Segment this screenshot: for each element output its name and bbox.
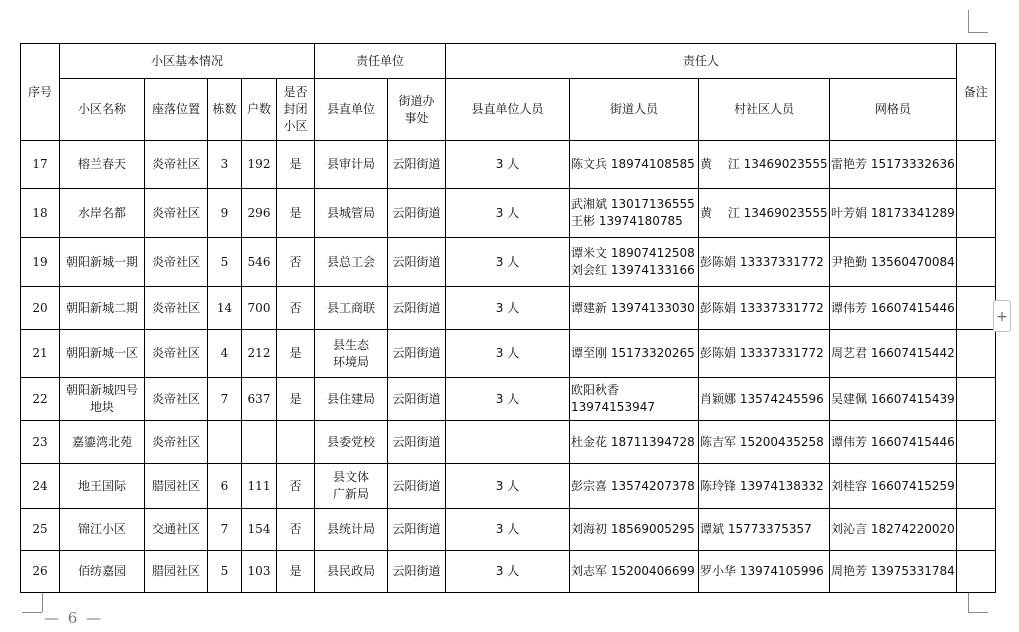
header-county-unit: 县直单位 [315,79,388,141]
cell-closed: 是 [277,141,315,189]
cell-county-unit [315,421,388,464]
cell-remark [956,464,995,509]
cell-location: 炎帝社区 [145,287,208,330]
cell-buildings: 9 [208,189,242,238]
cell-households: 154 [242,509,277,551]
cell-remark [956,330,995,378]
cell-households: 296 [242,189,277,238]
cell-community-name-line: 榕兰春天 [77,157,126,171]
cell-closed: 否 [277,509,315,551]
header-closed [277,79,315,141]
cell-street-staff-line: 刘会红 13974133166 [571,263,695,277]
cell-street-office: 云阳街道 [388,551,446,593]
table-row [21,238,996,287]
cell-county-unit [315,464,388,509]
cell-grid-staff: 尹艳勤 13560470084 [830,238,957,287]
cell-community-staff: 黄 江 13469023555 [699,141,830,189]
cell-buildings: 3 [208,141,242,189]
cell-county-unit-line: 环境局 [332,354,369,369]
cell-community-name [60,509,145,551]
cell-street-office: 云阳街道 [388,141,446,189]
header-row-columns [21,79,996,141]
cell-seq: 23 [21,421,60,464]
cell-grid-staff: 叶芳娟 18173341289 [830,189,957,238]
cell-households [242,421,277,464]
cell-street-staff-line: 武湘斌 13017136555 [571,197,695,211]
cell-community-name [60,378,145,421]
table-row [21,551,996,593]
cell-buildings: 4 [208,330,242,378]
cell-grid-staff: 刘桂容 16607415259 [830,464,957,509]
table-row [21,141,996,189]
crop-mark [22,612,42,613]
cell-street-staff [570,464,699,509]
cell-remark [956,141,995,189]
cell-street-office: 云阳街道 [388,238,446,287]
header-seq: 序号 [21,44,60,141]
cell-county-unit-line: 县住建局 [326,391,375,406]
cell-community-name [60,238,145,287]
header-name: 小区名称 [60,79,145,141]
table-row [21,330,996,378]
cell-location: 炎帝社区 [145,421,208,464]
cell-closed: 否 [277,464,315,509]
cell-remark [956,189,995,238]
cell-households: 700 [242,287,277,330]
add-column-button[interactable]: + [993,300,1011,332]
header-basic-info: 小区基本情况 [60,44,315,79]
header-closed-line: 是否 [283,85,308,99]
cell-street-staff [570,551,699,593]
cell-grid-staff: 周艺君 16607415442 [830,330,957,378]
cell-county-unit-line: 县民政局 [326,564,375,578]
cell-county-staff [446,421,570,464]
cell-street-staff [570,238,699,287]
header-street-office-line: 事处 [404,110,429,125]
header-closed-line: 封闭 [283,102,308,116]
cell-street-office: 云阳街道 [388,464,446,509]
cell-seq: 21 [21,330,60,378]
cell-grid-staff: 谭伟芳 16607415446 [830,421,957,464]
table-row [21,421,996,464]
cell-seq: 19 [21,238,60,287]
table-row [21,287,996,330]
cell-community-name-line: 嘉鎏湾北苑 [71,434,132,449]
cell-community-name-line: 地块 [89,400,114,414]
cell-county-unit [315,287,388,330]
cell-street-staff-line: 刘志军 15200406699 [571,564,695,578]
cell-street-office: 云阳街道 [388,421,446,464]
crop-mark [968,32,988,33]
cell-county-unit-line: 广新局 [332,487,369,501]
cell-county-unit-line: 县审计局 [326,157,375,171]
cell-community-name-line: 朝阳新城一区 [65,346,138,360]
cell-households: 637 [242,378,277,421]
cell-seq: 18 [21,189,60,238]
cell-location: 炎帝社区 [145,141,208,189]
cell-community-staff: 肖颖娜 13574245596 [699,378,830,421]
cell-closed: 否 [277,238,315,287]
cell-community-staff: 罗小华 13974105996 [699,551,830,593]
table-row [21,189,996,238]
cell-street-staff-line: 彭宗喜 13574207378 [571,478,695,493]
table-row [21,509,996,551]
cell-county-staff: 3 人 [446,464,570,509]
cell-remark [956,421,995,464]
cell-street-office: 云阳街道 [388,378,446,421]
cell-street-office: 云阳街道 [388,287,446,330]
cell-street-staff [570,141,699,189]
header-street-staff: 街道人员 [570,79,699,141]
cell-grid-staff: 吴建佩 16607415439 [830,378,957,421]
cell-county-unit-line: 县统计局 [326,522,375,536]
cell-remark [956,509,995,551]
cell-location: 炎帝社区 [145,238,208,287]
cell-location: 腊园社区 [145,551,208,593]
header-grid-staff: 网格员 [830,79,957,141]
cell-street-office: 云阳街道 [388,509,446,551]
cell-community-name-line: 朝阳新城一期 [65,254,138,269]
cell-street-staff [570,330,699,378]
crop-mark [42,592,43,612]
cell-county-unit [315,189,388,238]
cell-buildings: 5 [208,238,242,287]
cell-county-unit [315,141,388,189]
cell-county-unit [315,238,388,287]
cell-community-name-line: 朝阳新城四号 [65,383,138,397]
cell-county-staff: 3 人 [446,509,570,551]
cell-county-staff: 3 人 [446,287,570,330]
header-responsible-unit: 责任单位 [315,44,446,79]
cell-street-staff-line: 谭建新 13974133030 [571,300,695,315]
cell-buildings: 14 [208,287,242,330]
cell-grid-staff: 谭伟芳 16607415446 [830,287,957,330]
cell-street-staff-line: 谭至刚 15173320265 [571,346,695,360]
cell-seq: 17 [21,141,60,189]
cell-community-staff: 陈玲锋 13974138332 [699,464,830,509]
cell-location: 腊园社区 [145,464,208,509]
header-remark: 备注 [956,44,995,141]
cell-county-unit-line: 县文体 [332,470,369,484]
cell-community-name [60,464,145,509]
cell-community-name [60,551,145,593]
cell-street-staff [570,287,699,330]
cell-county-staff: 3 人 [446,189,570,238]
cell-households: 192 [242,141,277,189]
cell-grid-staff: 雷艳芳 15173332636 [830,141,957,189]
cell-street-staff-line: 王彬 13974180785 [571,214,683,228]
cell-remark [956,238,995,287]
cell-county-staff: 3 人 [446,330,570,378]
cell-community-name-line: 佰纺嘉园 [77,564,126,578]
cell-county-unit-line: 县工商联 [326,300,375,315]
cell-community-staff: 黄 江 13469023555 [699,189,830,238]
cell-seq: 22 [21,378,60,421]
cell-street-staff-line: 13974153947 [571,400,655,414]
cell-street-staff-line: 欧阳秋香 [571,383,620,397]
cell-closed: 是 [277,378,315,421]
cell-street-staff [570,189,699,238]
cell-households: 212 [242,330,277,378]
cell-closed [277,421,315,464]
header-location: 座落位置 [145,79,208,141]
cell-seq: 25 [21,509,60,551]
cell-community-name [60,141,145,189]
header-street-office [388,79,446,141]
cell-location: 交通社区 [145,509,208,551]
cell-community-staff: 彭陈娟 13337331772 [699,238,830,287]
cell-community-staff: 谭斌 15773375357 [699,509,830,551]
crop-mark [968,592,969,612]
cell-households: 103 [242,551,277,593]
cell-street-staff [570,509,699,551]
cell-street-staff-line: 陈文兵 18974108585 [571,157,695,171]
cell-street-staff [570,421,699,464]
cell-community-name-line: 地王国际 [77,478,126,493]
cell-community-name [60,330,145,378]
cell-community-name-line: 水岸名都 [77,205,126,220]
header-row-group [21,44,996,79]
cell-community-name-line: 朝阳新城二期 [65,300,138,315]
cell-location: 炎帝社区 [145,378,208,421]
cell-households: 546 [242,238,277,287]
cell-street-office: 云阳街道 [388,189,446,238]
cell-community-name-line: 锦江小区 [77,522,126,536]
cell-households: 111 [242,464,277,509]
cell-county-unit-line: 县城管局 [326,205,375,220]
cell-closed: 是 [277,189,315,238]
cell-county-unit [315,509,388,551]
cell-community-staff: 彭陈娟 13337331772 [699,330,830,378]
cell-remark [956,378,995,421]
cell-buildings [208,421,242,464]
table-row [21,464,996,509]
cell-closed: 是 [277,330,315,378]
cell-street-staff-line: 谭米文 18907412508 [571,246,695,260]
cell-seq: 20 [21,287,60,330]
page-number: — 6 — [44,609,104,627]
cell-street-staff-line: 杜金花 18711394728 [571,434,695,449]
cell-buildings: 6 [208,464,242,509]
cell-community-name [60,421,145,464]
cell-grid-staff: 刘沁言 18274220020 [830,509,957,551]
header-households: 户数 [242,79,277,141]
cell-buildings: 7 [208,509,242,551]
cell-county-unit-line: 县生态 [332,337,369,352]
cell-grid-staff: 周艳芳 13975331784 [830,551,957,593]
cell-seq: 26 [21,551,60,593]
cell-community-name [60,189,145,238]
cell-buildings: 7 [208,378,242,421]
header-county-staff: 县直单位人员 [446,79,570,141]
cell-county-staff: 3 人 [446,141,570,189]
cell-county-staff: 3 人 [446,551,570,593]
header-street-office-line: 街道办 [398,93,435,108]
header-community-staff: 村社区人员 [699,79,830,141]
header-closed-line: 小区 [283,119,308,133]
header-responsible-person: 责任人 [446,44,957,79]
cell-community-name [60,287,145,330]
header-buildings: 栋数 [208,79,242,141]
cell-closed: 是 [277,551,315,593]
cell-community-staff: 陈吉军 15200435258 [699,421,830,464]
cell-county-staff: 3 人 [446,238,570,287]
cell-closed: 否 [277,287,315,330]
cell-community-staff: 彭陈娟 13337331772 [699,287,830,330]
cell-location: 炎帝社区 [145,189,208,238]
cell-street-staff [570,378,699,421]
table-row [21,378,996,421]
crop-mark [968,612,988,613]
cell-county-unit [315,330,388,378]
cell-county-unit-line: 县总工会 [326,254,375,269]
cell-remark [956,287,995,330]
cell-county-staff: 3 人 [446,378,570,421]
cell-buildings: 5 [208,551,242,593]
cell-location: 炎帝社区 [145,330,208,378]
community-responsibility-table [20,43,996,593]
crop-mark [968,10,969,32]
cell-street-staff-line: 刘海初 18569005295 [571,522,695,536]
cell-county-unit [315,551,388,593]
cell-county-unit-line: 县委党校 [326,434,375,449]
cell-county-unit [315,378,388,421]
cell-seq: 24 [21,464,60,509]
cell-street-office: 云阳街道 [388,330,446,378]
cell-remark [956,551,995,593]
